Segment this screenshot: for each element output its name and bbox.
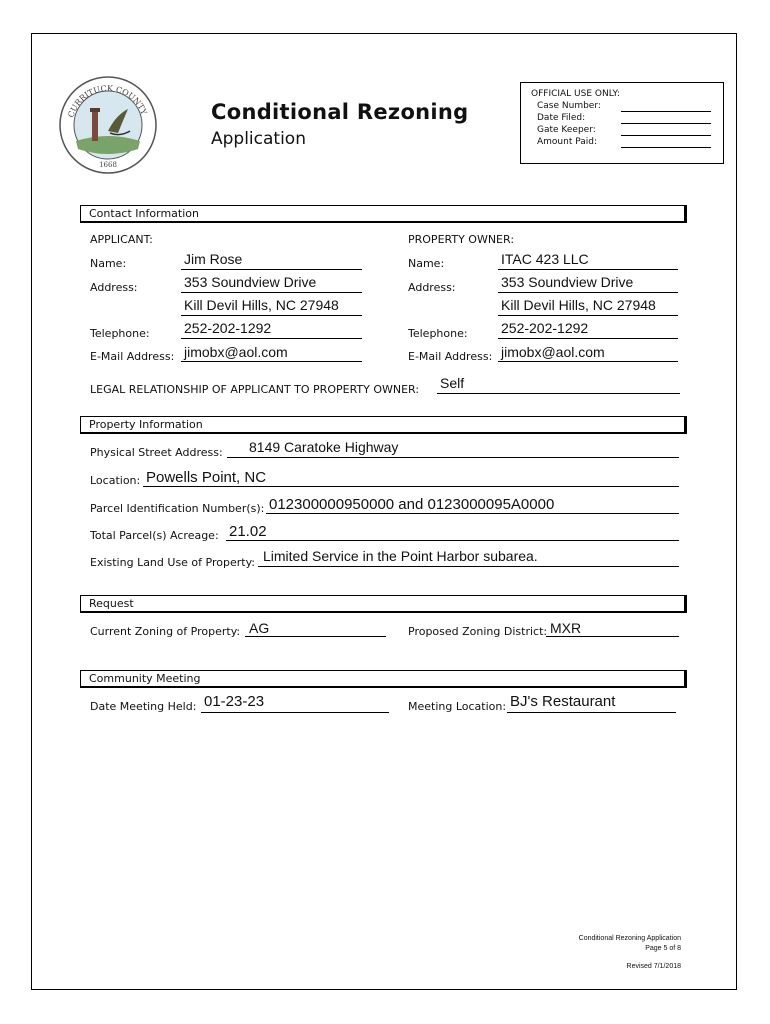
meeting-location-label: Meeting Location: — [408, 700, 507, 713]
relationship-underline — [437, 393, 680, 394]
gate-keeper-field[interactable] — [621, 135, 711, 136]
meeting-date-field[interactable]: 01-23-23 — [204, 693, 265, 710]
amount-paid-label: Amount Paid: — [537, 137, 598, 147]
relationship-field[interactable]: Self — [440, 375, 465, 391]
street-address-field[interactable]: 8149 Caratoke Highway — [249, 439, 399, 455]
applicant-email-label: E-Mail Address: — [90, 350, 175, 363]
case-number-label: Case Number: — [537, 101, 601, 111]
acreage-label: Total Parcel(s) Acreage: — [90, 529, 219, 542]
applicant-address-label: Address: — [90, 281, 138, 294]
land-use-underline — [258, 566, 679, 567]
applicant-heading: APPLICANT: — [90, 233, 153, 246]
owner-name-label: Name: — [408, 257, 445, 270]
street-address-underline — [227, 457, 679, 458]
applicant-telephone-underline — [181, 338, 362, 339]
current-zoning-field[interactable]: AG — [249, 620, 270, 636]
owner-telephone-field[interactable]: 252-202-1292 — [501, 320, 589, 336]
meeting-date-underline — [201, 712, 389, 713]
owner-telephone-underline — [498, 338, 678, 339]
acreage-field[interactable]: 21.02 — [229, 523, 267, 540]
date-filed-label: Date Filed: — [537, 113, 586, 123]
footer-doc-title: Conditional Rezoning Application — [578, 935, 681, 942]
parcel-id-field[interactable]: 012300000950000 and 0123000095A0000 — [269, 496, 555, 513]
request-section-header: Request — [80, 595, 687, 613]
meeting-section-header: Community Meeting — [80, 670, 687, 688]
owner-address-line2-underline — [498, 315, 678, 316]
owner-address-line1-underline — [498, 292, 678, 293]
owner-heading: PROPERTY OWNER: — [408, 233, 515, 246]
svg-text:1668: 1668 — [99, 161, 117, 169]
land-use-field[interactable]: Limited Service in the Point Harbor subarea. — [263, 548, 538, 564]
current-zoning-label: Current Zoning of Property: — [90, 625, 241, 638]
applicant-name-label: Name: — [90, 257, 127, 270]
applicant-name-field[interactable]: Jim Rose — [184, 251, 243, 267]
page-title: Conditional Rezoning — [211, 100, 469, 124]
svg-text:CURRITUCK COUNTY: CURRITUCK COUNTY — [66, 83, 149, 119]
current-zoning-underline — [245, 636, 386, 637]
location-label: Location: — [90, 474, 141, 487]
footer-revised: Revised 7/1/2018 — [626, 963, 681, 970]
proposed-zoning-underline — [546, 636, 679, 637]
case-number-field[interactable] — [621, 111, 711, 112]
applicant-telephone-field[interactable]: 252-202-1292 — [184, 320, 272, 336]
owner-name-field[interactable]: ITAC 423 LLC — [501, 251, 589, 267]
owner-address-line2-field[interactable]: Kill Devil Hills, NC 27948 — [501, 297, 656, 313]
meeting-location-underline — [507, 712, 676, 713]
meeting-date-label: Date Meeting Held: — [90, 700, 197, 713]
applicant-email-underline — [181, 361, 362, 362]
parcel-id-label: Parcel Identification Number(s): — [90, 502, 265, 515]
proposed-zoning-label: Proposed Zoning District: — [408, 625, 548, 638]
owner-address-label: Address: — [408, 281, 456, 294]
owner-email-underline — [498, 361, 678, 362]
date-filed-field[interactable] — [621, 123, 711, 124]
owner-address-line1-field[interactable]: 353 Soundview Drive — [501, 274, 634, 290]
proposed-zoning-field[interactable]: MXR — [550, 620, 582, 636]
applicant-telephone-label: Telephone: — [90, 327, 150, 340]
applicant-address-line2-field[interactable]: Kill Devil Hills, NC 27948 — [184, 297, 339, 313]
street-address-label: Physical Street Address: — [90, 446, 223, 459]
land-use-label: Existing Land Use of Property: — [90, 556, 255, 569]
owner-telephone-label: Telephone: — [408, 327, 468, 340]
gate-keeper-label: Gate Keeper: — [537, 125, 596, 135]
applicant-email-field[interactable]: jimobx@aol.com — [184, 344, 288, 360]
location-field[interactable]: Powells Point, NC — [146, 469, 267, 486]
owner-email-field[interactable]: jimobx@aol.com — [501, 344, 605, 360]
county-seal-logo — [58, 75, 158, 175]
parcel-id-underline — [266, 513, 679, 514]
footer-page-number: Page 5 of 8 — [645, 945, 681, 952]
official-use-box — [520, 82, 724, 164]
meeting-location-field[interactable]: BJ's Restaurant — [510, 693, 616, 710]
contact-section-header: Contact Information — [80, 205, 687, 223]
official-use-heading: OFFICIAL USE ONLY: — [531, 89, 620, 99]
applicant-address-line1-underline — [181, 292, 362, 293]
amount-paid-field[interactable] — [621, 147, 711, 148]
page-subtitle: Application — [211, 129, 306, 149]
owner-email-label: E-Mail Address: — [408, 350, 493, 363]
location-underline — [143, 486, 679, 487]
relationship-label: LEGAL RELATIONSHIP OF APPLICANT TO PROPERTY OWNER: — [90, 383, 420, 396]
property-section-header: Property Information — [80, 416, 687, 434]
applicant-address-line2-underline — [181, 315, 362, 316]
owner-name-underline — [498, 269, 678, 270]
acreage-underline — [226, 540, 679, 541]
applicant-name-underline — [181, 269, 362, 270]
applicant-address-line1-field[interactable]: 353 Soundview Drive — [184, 274, 317, 290]
